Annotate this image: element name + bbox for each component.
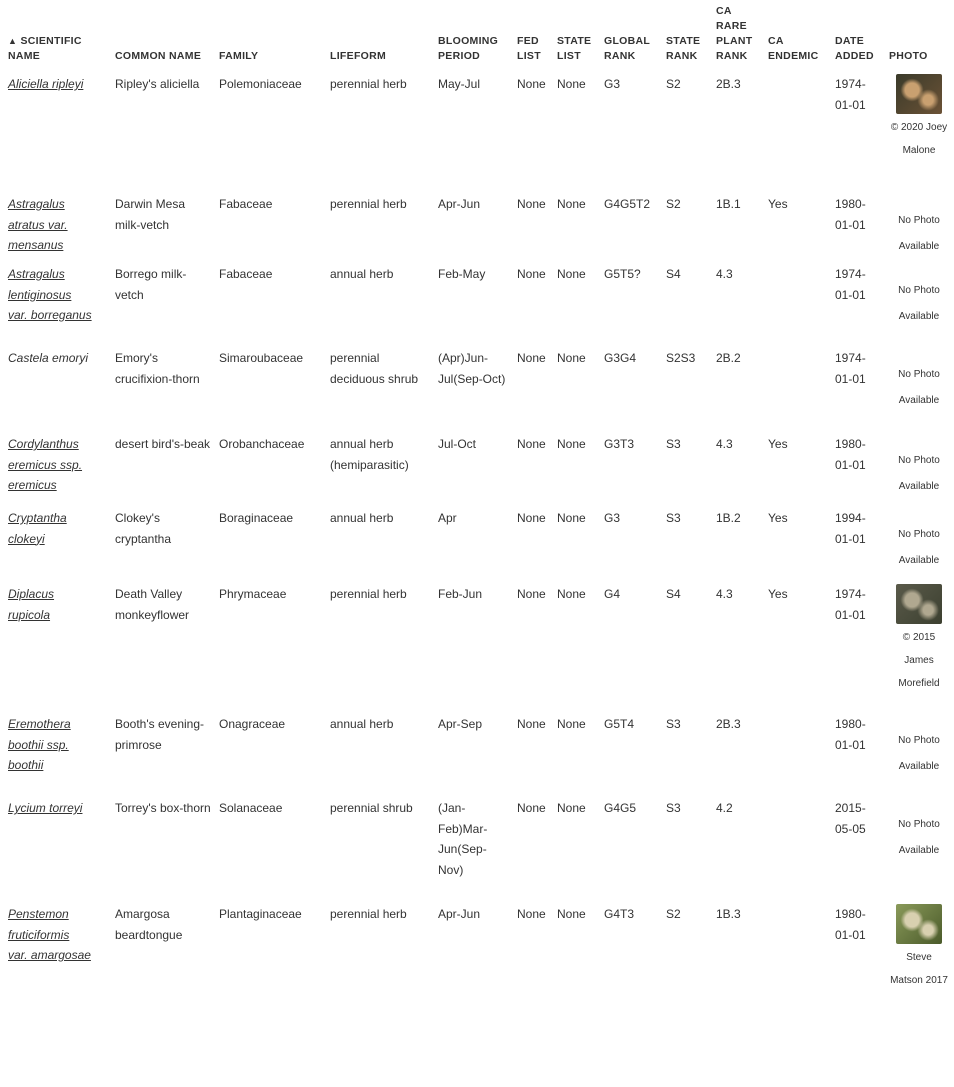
state-rank-cell: S2 [666, 907, 681, 921]
blooming-period-cell: Jul-Oct [438, 437, 477, 451]
common-name-cell: Clokey's cryptantha [115, 511, 172, 546]
scientific-name-cell [4, 710, 111, 794]
col-header-lifeform[interactable]: LIFEFORM [330, 50, 387, 62]
date-added-cell: 1980-01-01 [835, 717, 866, 752]
fed-list-cell: None [517, 267, 546, 281]
photo-cell [885, 430, 952, 504]
scientific-name-cell [4, 70, 111, 190]
photo-cell [885, 260, 952, 344]
scientific-name-cell [4, 580, 111, 710]
blooming-period-cell: Feb-Jun [438, 587, 483, 601]
scientific-name-link[interactable]: Eremothera boothii ssp. boothii [8, 717, 71, 772]
col-header-photo[interactable]: PHOTO [889, 50, 928, 62]
ca-endemic-cell: Yes [768, 437, 788, 451]
lifeform-cell: perennial deciduous shrub [330, 351, 419, 386]
photo-cell [885, 794, 952, 900]
fed-list-cell: None [517, 801, 546, 815]
common-name-cell: Booth's evening-primrose [115, 717, 205, 752]
scientific-name-link[interactable]: Aliciella ripleyi [8, 77, 84, 91]
plant-photo-thumbnail[interactable] [896, 74, 942, 114]
ca-endemic-cell [764, 70, 831, 190]
fed-list-cell: None [517, 511, 546, 525]
state-rank-cell: S3 [666, 717, 681, 731]
common-name-cell: Darwin Mesa milk-vetch [115, 197, 186, 232]
lifeform-cell: perennial herb [330, 907, 407, 921]
no-photo-label: No Photo Available [898, 215, 940, 252]
global-rank-cell: G5T4 [604, 717, 635, 731]
table-row [4, 430, 952, 504]
col-header-date-added[interactable]: DATE ADDED [835, 35, 874, 62]
table-row [4, 70, 952, 190]
ca-rare-plant-rank-cell: 4.3 [716, 437, 733, 451]
state-list-cell: None [557, 907, 586, 921]
ca-rare-plant-rank-cell: 4.3 [716, 267, 733, 281]
family-cell: Fabaceae [219, 267, 273, 281]
scientific-name-link[interactable]: Lycium torreyi [8, 801, 83, 815]
state-list-cell: None [557, 351, 586, 365]
photo-cell [885, 580, 952, 710]
state-list-cell: None [557, 511, 586, 525]
state-rank-cell: S3 [666, 437, 681, 451]
fed-list-cell: None [517, 907, 546, 921]
global-rank-cell: G3 [604, 77, 621, 91]
ca-rare-plant-rank-cell: 4.3 [716, 587, 733, 601]
common-name-cell: Ripley's aliciella [115, 77, 200, 91]
date-added-cell: 1980-01-01 [835, 197, 866, 232]
state-rank-cell: S3 [666, 801, 681, 815]
fed-list-cell: None [517, 197, 546, 211]
state-list-cell: None [557, 587, 586, 601]
family-cell: Onagraceae [219, 717, 286, 731]
blooming-period-cell: (Jan-Feb)Mar-Jun(Sep-Nov) [438, 801, 488, 877]
scientific-name-cell [4, 260, 111, 344]
state-rank-cell: S2S3 [666, 351, 696, 365]
lifeform-cell: perennial herb [330, 197, 407, 211]
col-header-global-rank[interactable]: GLOBAL RANK [604, 35, 650, 62]
date-added-cell: 1974-01-01 [835, 77, 866, 112]
scientific-name-link[interactable]: Cryptantha clokeyi [8, 511, 67, 546]
photo-cell [885, 70, 952, 190]
ca-endemic-cell: Yes [768, 587, 788, 601]
ca-endemic-cell [764, 900, 831, 1006]
no-photo-label: No Photo Available [898, 285, 940, 322]
col-header-blooming-period[interactable]: BLOOMING PERIOD [438, 35, 499, 62]
global-rank-cell: G4T3 [604, 907, 635, 921]
blooming-period-cell: Feb-May [438, 267, 486, 281]
lifeform-cell: perennial herb [330, 77, 407, 91]
date-added-cell: 2015-05-05 [835, 801, 866, 836]
scientific-name-cell [4, 900, 111, 1006]
scientific-name-cell [4, 794, 111, 900]
table-row [4, 580, 952, 710]
scientific-name-cell [4, 430, 111, 504]
fed-list-cell: None [517, 351, 546, 365]
plant-photo-thumbnail[interactable] [896, 904, 942, 944]
state-rank-cell: S4 [666, 587, 681, 601]
no-photo-label: No Photo Available [898, 735, 940, 772]
photo-credit: © 2015 James Morefield [898, 632, 940, 689]
scientific-name-link[interactable]: Astragalus lentiginosus var. borreganus [8, 267, 92, 322]
scientific-name-cell [4, 504, 111, 580]
col-header-scientific-name[interactable] [4, 0, 111, 70]
scientific-name-cell [4, 344, 111, 430]
date-added-cell: 1974-01-01 [835, 267, 866, 302]
ca-rare-plant-rank-cell: 2B.3 [716, 77, 741, 91]
family-cell: Simaroubaceae [219, 351, 304, 365]
state-list-cell: None [557, 197, 586, 211]
photo-cell [885, 504, 952, 580]
family-cell: Fabaceae [219, 197, 273, 211]
common-name-cell: Emory's crucifixion-thorn [115, 351, 200, 386]
no-photo-label: No Photo Available [898, 455, 940, 492]
lifeform-cell: annual herb [330, 717, 394, 731]
col-header-state-list[interactable]: STATE LIST [557, 35, 592, 62]
blooming-period-cell: Apr-Jun [438, 907, 481, 921]
plant-photo-thumbnail[interactable] [896, 584, 942, 624]
col-header-scientific-label: SCIENTIFIC NAME [8, 35, 82, 62]
date-added-cell: 1980-01-01 [835, 437, 866, 472]
fed-list-cell: None [517, 77, 546, 91]
state-rank-cell: S2 [666, 77, 681, 91]
photo-credit: Steve Matson 2017 [890, 952, 948, 986]
ca-rare-plant-rank-cell: 1B.1 [716, 197, 741, 211]
scientific-name-link[interactable]: Astragalus atratus var. mensanus [8, 197, 68, 252]
table-row [4, 504, 952, 580]
state-list-cell: None [557, 267, 586, 281]
ca-rare-plant-rank-cell: 2B.3 [716, 717, 741, 731]
lifeform-cell: annual herb (hemiparasitic) [330, 437, 409, 472]
common-name-cell: Amargosa beardtongue [115, 907, 183, 942]
col-header-family[interactable]: FAMILY [219, 50, 259, 62]
no-photo-label: No Photo Available [898, 529, 940, 566]
state-rank-cell: S4 [666, 267, 681, 281]
ca-rare-plant-rank-cell: 1B.2 [716, 511, 741, 525]
global-rank-cell: G3T3 [604, 437, 635, 451]
col-header-state-rank[interactable]: STATE RANK [666, 35, 701, 62]
lifeform-cell: annual herb [330, 267, 394, 281]
blooming-period-cell: May-Jul [438, 77, 481, 91]
global-rank-cell: G3G4 [604, 351, 637, 365]
date-added-cell: 1974-01-01 [835, 587, 866, 622]
family-cell: Boraginaceae [219, 511, 294, 525]
col-header-ca-rare-plant-rank[interactable]: CA RARE PLANT RANK [716, 5, 753, 62]
rare-plants-table [4, 0, 952, 1006]
scientific-name-link[interactable]: Cordylanthus eremicus ssp. eremicus [8, 437, 83, 492]
sort-ascending-icon: ▲ [8, 36, 18, 46]
state-list-cell: None [557, 77, 586, 91]
no-photo-label: No Photo Available [898, 369, 940, 406]
common-name-cell: Death Valley monkeyflower [115, 587, 190, 622]
table-row [4, 710, 952, 794]
photo-cell [885, 710, 952, 794]
family-cell: Solanaceae [219, 801, 283, 815]
table-row [4, 794, 952, 900]
col-header-common-name[interactable]: COMMON NAME [115, 50, 202, 62]
blooming-period-cell: Apr [438, 511, 457, 525]
lifeform-cell: perennial herb [330, 587, 407, 601]
table-row [4, 260, 952, 344]
family-cell: Plantaginaceae [219, 907, 302, 921]
common-name-cell: Borrego milk-vetch [115, 267, 187, 302]
blooming-period-cell: Apr-Jun [438, 197, 481, 211]
global-rank-cell: G4 [604, 587, 621, 601]
family-cell: Polemoniaceae [219, 77, 302, 91]
common-name-cell: Torrey's box-thorn [115, 801, 211, 815]
fed-list-cell: None [517, 437, 546, 451]
date-added-cell: 1980-01-01 [835, 907, 866, 942]
scientific-name-text: Castela emoryi [8, 351, 89, 365]
no-photo-label: No Photo Available [898, 819, 940, 856]
ca-endemic-cell [764, 344, 831, 430]
state-list-cell: None [557, 717, 586, 731]
global-rank-cell: G5T5? [604, 267, 641, 281]
table-row [4, 190, 952, 260]
ca-rare-plant-rank-cell: 2B.2 [716, 351, 741, 365]
table-row [4, 344, 952, 430]
photo-cell [885, 900, 952, 1006]
ca-endemic-cell [764, 710, 831, 794]
lifeform-cell: annual herb [330, 511, 394, 525]
blooming-period-cell: Apr-Sep [438, 717, 483, 731]
state-rank-cell: S3 [666, 511, 681, 525]
ca-endemic-cell: Yes [768, 197, 788, 211]
lifeform-cell: perennial shrub [330, 801, 413, 815]
fed-list-cell: None [517, 587, 546, 601]
table-row [4, 900, 952, 1006]
photo-credit: © 2020 Joey Malone [890, 122, 948, 156]
family-cell: Orobanchaceae [219, 437, 305, 451]
global-rank-cell: G4G5 [604, 801, 637, 815]
family-cell: Phrymaceae [219, 587, 287, 601]
ca-rare-plant-rank-cell: 4.2 [716, 801, 733, 815]
ca-endemic-cell [764, 260, 831, 344]
date-added-cell: 1974-01-01 [835, 351, 866, 386]
ca-endemic-cell: Yes [768, 511, 788, 525]
state-list-cell: None [557, 801, 586, 815]
ca-endemic-cell [764, 794, 831, 900]
blooming-period-cell: (Apr)Jun-Jul(Sep-Oct) [438, 351, 506, 386]
date-added-cell: 1994-01-01 [835, 511, 866, 546]
photo-cell [885, 344, 952, 430]
scientific-name-link[interactable]: Diplacus rupicola [8, 587, 55, 622]
state-rank-cell: S2 [666, 197, 681, 211]
scientific-name-link[interactable]: Penstemon fruticiformis var. amargosae [8, 907, 91, 962]
col-header-fed-list[interactable]: FED LIST [517, 35, 541, 62]
ca-rare-plant-rank-cell: 1B.3 [716, 907, 741, 921]
common-name-cell: desert bird's-beak [115, 437, 211, 451]
scientific-name-cell [4, 190, 111, 260]
table-header-row [4, 0, 952, 70]
global-rank-cell: G4G5T2 [604, 197, 651, 211]
photo-cell [885, 190, 952, 260]
fed-list-cell: None [517, 717, 546, 731]
state-list-cell: None [557, 437, 586, 451]
global-rank-cell: G3 [604, 511, 621, 525]
col-header-ca-endemic[interactable]: CA ENDEMIC [768, 35, 819, 62]
